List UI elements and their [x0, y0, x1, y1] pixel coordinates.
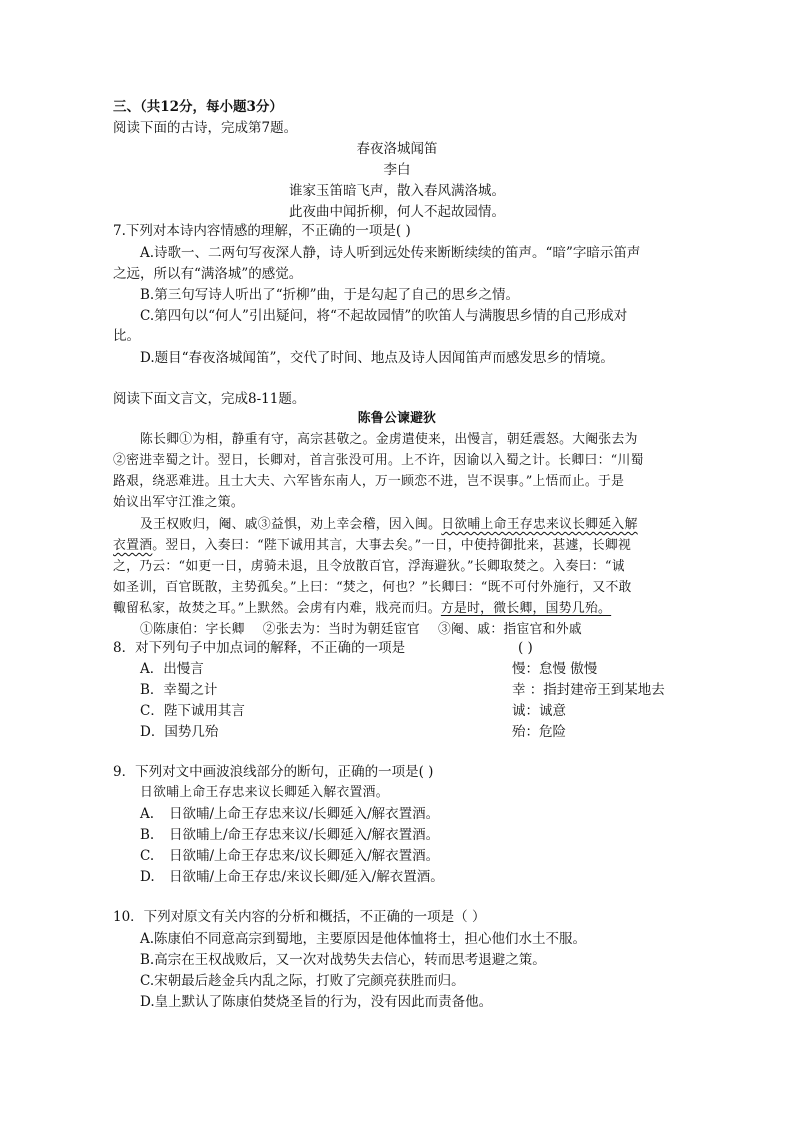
- q7-stem: 7.下列对本诗内容情感的理解，不正确的一项是( ): [113, 223, 411, 239]
- q8-option-b: [140, 680, 700, 700]
- passage-p2-line-3: 之，乃云：“如更一日，虏骑未退，且令放散百官，浮海避狄。”长卿取焚之。入奏曰：“诚: [113, 559, 625, 574]
- passage-text: 。翌日，入奏曰：“陛下诚用其言，大事去矣。”一日，中使持御批来，甚遽，长卿视: [152, 538, 632, 553]
- q8-option-a: [140, 659, 700, 679]
- poem-line-1: 谁家玉笛暗飞声，散入春风满洛城。: [289, 183, 505, 199]
- passage-text: 輙留私家，故焚之耳。”上默然。会虏有内难，戕亮而归。: [113, 601, 441, 616]
- q9-option-a-label: A.: [140, 806, 155, 822]
- q9-option-a-text: 日欲晡/上命王存忠来议/长卿延入/解衣置酒。: [169, 806, 440, 822]
- q9-option-c: [140, 846, 440, 866]
- passage-p2-line-2: [113, 536, 631, 556]
- passage-p2-line-4: 如圣训，百官既散，主势孤矣。”上曰：“焚之，何也？”长卿曰：“既不可付外施行，又不敢: [113, 580, 632, 595]
- q9-stem: 9．下列对文中画波浪线部分的断句，正确的一项是( ): [113, 764, 434, 780]
- q8-option-c-gloss: 诚：诚意: [512, 703, 566, 719]
- q8-option-b-gloss: 幸 ：指封建帝王到某地去: [512, 682, 665, 698]
- q9-quote: 日欲晡上命王存忠来议长卿延入解衣置酒。: [140, 785, 389, 800]
- q8-option-d-gloss: 殆：危险: [512, 724, 566, 740]
- q9-option-a: [140, 804, 440, 824]
- q10-stem: 10．下列对原文有关内容的分析和概括，不正确的一项是（ ）: [113, 909, 486, 925]
- wavy-underlined-text: 衣置酒: [113, 538, 153, 553]
- footnote-2: ②张去为：当时为朝廷宦官: [262, 622, 420, 637]
- classical-title: 陈鲁公谏避狄: [357, 411, 437, 426]
- q8-option-d-phrase: D．国势几殆: [140, 724, 219, 740]
- q8-option-a-gloss: 慢：怠慢 傲慢: [512, 661, 598, 677]
- footnote-1: ①陈康伯：字长卿: [140, 622, 245, 637]
- q10-option-a: A.陈康伯不同意高宗到蜀地，主要原因是他体恤将士，担心他们水土不服。: [140, 931, 587, 947]
- poem-instruction: 阅读下面的古诗，完成第7题。: [113, 120, 298, 136]
- q9-option-b-label: B.: [140, 827, 155, 843]
- poem-title: 春夜洛城闻笛: [356, 141, 438, 157]
- q8-option-c: [140, 701, 700, 721]
- q9-option-d-text: 日欲晡/上命王存忠/来议长卿/延入/解衣置酒。: [169, 869, 444, 885]
- q8-option-d: [140, 722, 700, 742]
- passage-p1-line-2: ②密进幸蜀之计。翌日，长卿对，首言张没可用。上不许，因谕以入蜀之计。长卿曰：“川蜀: [113, 453, 644, 468]
- q8-stem-text: 8．对下列句子中加点词的解释，不正确的一项是: [113, 640, 406, 656]
- q7-option-d: D.题目“春夜洛城闻笛”，交代了时间、地点及诗人因闻笛声而感发思乡的情境。: [140, 350, 614, 366]
- q7-option-b: B.第三句写诗人听出了“折柳”曲，于是勾起了自己的思乡之情。: [140, 287, 520, 303]
- q8-stem: [113, 638, 533, 658]
- section-header: 三、（共12分，每小题3分）: [113, 99, 283, 115]
- q10-option-d: D.皇上默认了陈康伯焚烧圣旨的行为，没有因此而责备他。: [140, 994, 493, 1010]
- q9-option-d-label: D.: [140, 869, 155, 885]
- passage-p2-line-1: [140, 515, 638, 535]
- q8-option-b-phrase: B．幸蜀之计: [140, 682, 218, 698]
- wavy-underlined-text: 日欲晡上命王存忠来议长卿延入解: [441, 517, 638, 532]
- poem-author: 李白: [383, 162, 411, 178]
- q7-option-a: A.诗歌一、二两句写夜深人静，诗人听到远处传来断断续续的笛声。“暗”字暗示笛声: [140, 245, 641, 261]
- classical-instruction: 阅读下面文言文，完成8-11题。: [113, 391, 306, 407]
- passage-p2-line-5: [113, 599, 611, 619]
- passage-p1-line-4: 始议出军守江淮之策。: [113, 495, 244, 510]
- q9-option-d: [140, 867, 444, 887]
- q9-option-c-label: C.: [140, 848, 155, 864]
- q8-option-a-phrase: A．出慢言: [140, 661, 204, 677]
- q7-option-c-cont: 比。: [113, 328, 140, 344]
- q9-option-b: [140, 825, 440, 845]
- q7-option-a-cont: 之远，所以有“满洛城”的感觉。: [113, 266, 303, 282]
- q8-option-c-phrase: C．陛下诚用其言: [140, 703, 245, 719]
- passage-p1-line-1: 陈长卿①为相，静重有守，高宗甚敬之。金虏遣使来，出慢言，朝廷震怒。大阉张去为: [140, 432, 638, 447]
- poem-line-2: 此夜曲中闻折柳，何人不起故园情。: [289, 204, 505, 220]
- q8-answer-blank: ( ): [518, 640, 533, 656]
- q9-option-c-text: 日欲晡/上命王存忠来/议长卿延入/解衣置酒。: [169, 848, 440, 864]
- passage-p1-line-3: 路艰，绕恶难进。且士大夫、六军皆东南人，万一顾恋不进，岂不误事。”上悟而止。于是: [113, 474, 625, 489]
- footnote-3: ③阉、戚：指宦官和外戚: [437, 622, 583, 637]
- q10-option-c: C.宋朝最后趁金兵内乱之际，打败了完颜亮获胜而归。: [140, 973, 465, 989]
- q9-option-b-text: 日欲晡上/命王存忠来议/长卿延入/解衣置酒。: [169, 827, 440, 843]
- q10-option-b: B.高宗在王权战败后，又一次对战势失去信心，转而思考退避之策。: [140, 952, 546, 968]
- passage-text: 及王权败归，阉、戚③益惧，劝上幸会稽，因入闽。: [140, 517, 442, 532]
- footnotes: [140, 620, 600, 640]
- q7-option-c: C.第四句以“何人”引出疑问，将“不起故园情”的吹笛人与满腹思乡情的自己形成对: [140, 308, 628, 324]
- underlined-text: 方是时，微长卿，国势几殆。: [440, 601, 612, 616]
